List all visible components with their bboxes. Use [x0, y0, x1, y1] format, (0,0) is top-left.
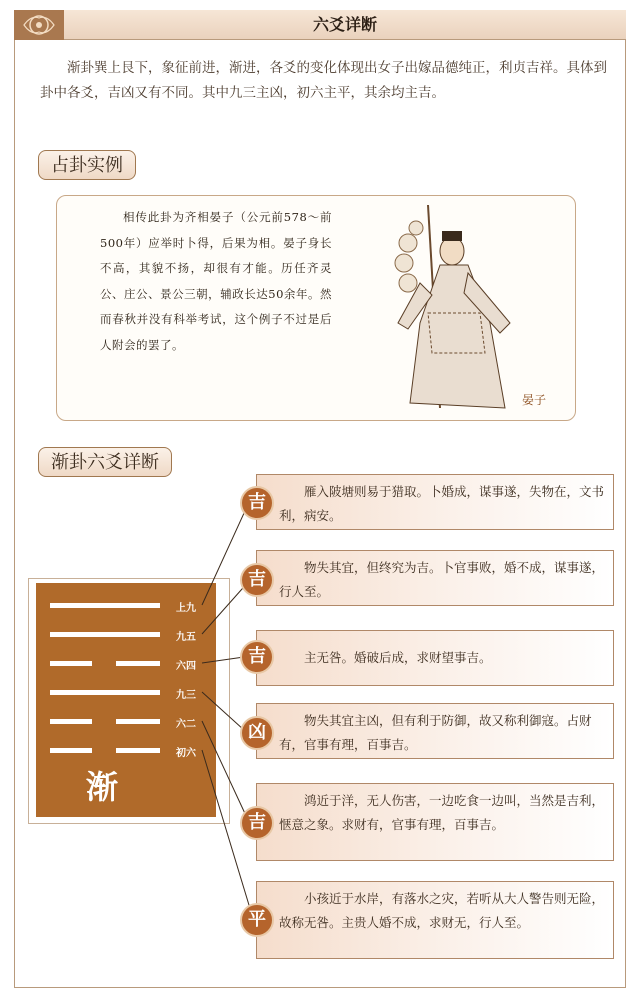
figure-caption: 晏子 [522, 393, 547, 407]
line-label-6: 初六 [176, 748, 196, 759]
verdict-mark-6: 平 [240, 903, 274, 937]
verdict-mark-4: 凶 [240, 716, 274, 750]
line-label-1: 上九 [176, 603, 196, 614]
line-label-4: 九三 [176, 690, 196, 701]
verdict-box-6: 小孩近于水岸，有落水之灾，若听从大人警告则无险，故称无咎。主贵人婚不成，求财无，行人至。 [256, 881, 614, 959]
verdict-mark-5: 吉 [240, 806, 274, 840]
verdict-box-4: 物失其宜主凶，但有利于防御，故又称利御寇。占财有，官事有理，百事吉。 [256, 703, 614, 759]
verdict-mark-2: 吉 [240, 563, 274, 597]
verdict-box-3: 主无咎。婚破后成，求财望事吉。 [256, 630, 614, 686]
intro-paragraph: 渐卦巽上艮下，象征前进，渐进，各爻的变化体现出女子出嫁品德纯正，利贞吉祥。具体到卦中各爻，吉凶又有不同。其中九三主凶，初六主平，其余均主吉。 [40, 60, 607, 101]
line-label-5: 六二 [176, 719, 196, 730]
verdict-mark-1: 吉 [240, 486, 274, 520]
verdict-box-5: 鸿近于洋，无人伤害，一边吃食一边叫，当然是吉利，惬意之象。求财有，官事有理，百事吉。 [256, 783, 614, 861]
verdict-box-1: 雁入陂塘则易于猎取。卜婚成，谋事遂，失物在，文书利，病安。 [256, 474, 614, 530]
page-title: 六爻详断 [312, 15, 377, 34]
line-label-3: 六四 [176, 661, 196, 672]
line-label-2: 九五 [176, 632, 196, 643]
gua-name: 渐 [86, 768, 119, 806]
verdict-mark-3: 吉 [240, 640, 274, 674]
section-label-lines: 渐卦六爻详断 [38, 447, 172, 477]
verdict-box-2: 物失其宜，但终究为吉。卜官事败，婚不成，谋事遂，行人至。 [256, 550, 614, 606]
section-label-example: 占卦实例 [38, 150, 136, 180]
example-text: 相传此卦为齐相晏子（公元前578～前500年）应举时卜得，后果为相。晏子身长不高，其貌不扬，却很有才能。历任齐灵公、庄公、景公三朝，辅政长达50余年。然而春秋并没有科举考试，这个例子不过是后人附会的罢了。 [100, 210, 332, 352]
